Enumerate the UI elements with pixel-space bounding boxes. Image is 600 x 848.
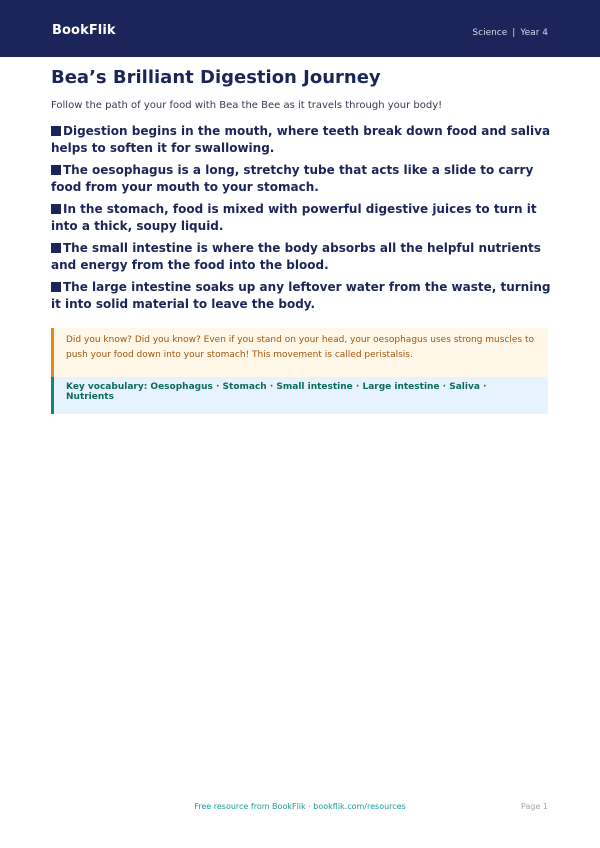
- page-number: Page 1: [521, 802, 548, 811]
- square-bullet-icon: [51, 204, 61, 214]
- header-meta: [472, 28, 548, 38]
- did-you-know-callout: Did you know? Did you know? Even if you stand on your head, your oesophagus uses strong muscles to push your food down into your stomach! This movement is called peristalsis.: [51, 328, 548, 377]
- subject-label: Science: [472, 28, 508, 38]
- list-item: [51, 240, 551, 274]
- year-label: Year 4: [520, 28, 548, 38]
- brand-logo[interactable]: BookFlik: [52, 23, 116, 38]
- list-item: [51, 201, 551, 235]
- square-bullet-icon: [51, 126, 61, 136]
- point-text: The oesophagus is a long, stretchy tube that acts like a slide to carry food from your mouth to your stomach.: [51, 163, 534, 194]
- list-item: [51, 279, 551, 313]
- digestion-points-list: [51, 123, 551, 318]
- key-vocabulary-box: Key vocabulary: Oesophagus · Stomach · Small intestine · Large intestine · Saliva · Nutrients: [51, 377, 548, 414]
- intro-text: Follow the path of your food with Bea the Bee as it travels through your body!: [51, 100, 443, 111]
- square-bullet-icon: [51, 282, 61, 292]
- square-bullet-icon: [51, 243, 61, 253]
- point-text: In the stomach, food is mixed with powerful digestive juices to turn it into a thick, soupy liquid.: [51, 202, 537, 233]
- meta-separator: |: [512, 28, 516, 38]
- list-item: [51, 123, 551, 157]
- list-item: [51, 162, 551, 196]
- footer-credit-link[interactable]: Free resource from BookFlik · bookflik.com/resources: [194, 802, 406, 811]
- page-header: [0, 0, 600, 57]
- square-bullet-icon: [51, 165, 61, 175]
- point-text: Digestion begins in the mouth, where teeth break down food and saliva helps to soften it for swallowing.: [51, 124, 551, 155]
- point-text: The large intestine soaks up any leftover water from the waste, turning it into solid material to leave the body.: [51, 280, 551, 311]
- page-title: Bea’s Brilliant Digestion Journey: [51, 67, 381, 88]
- point-text: The small intestine is where the body absorbs all the helpful nutrients and energy from the food into the blood.: [51, 241, 541, 272]
